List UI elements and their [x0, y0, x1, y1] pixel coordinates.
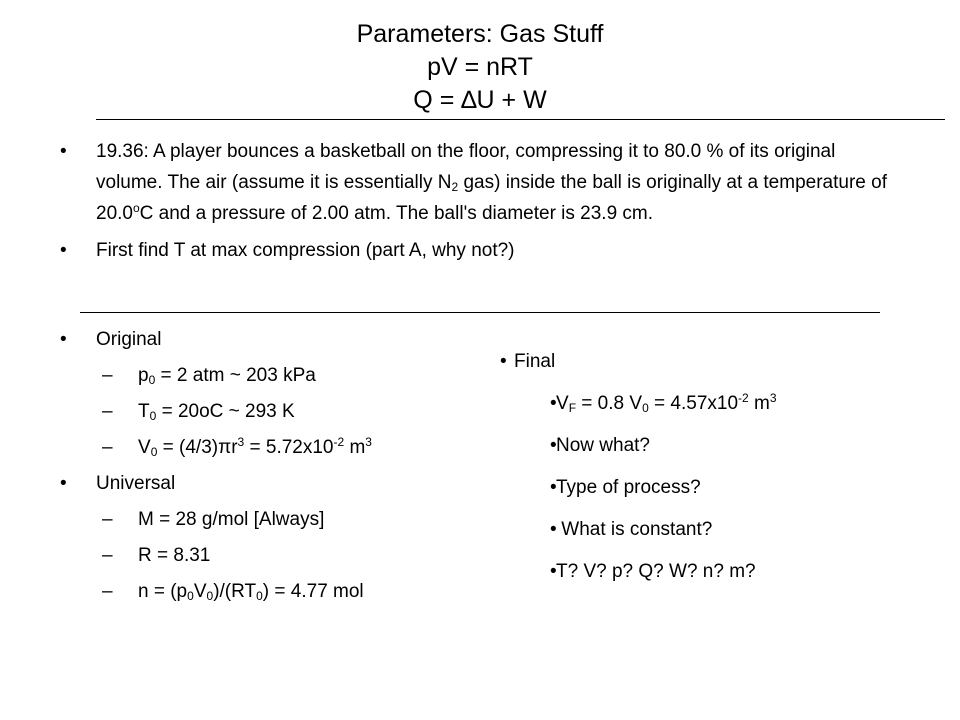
bullet-icon: •: [550, 435, 557, 456]
section-divider: [80, 312, 880, 313]
universal-m: – M = 28 g/mol [Always]: [60, 506, 480, 533]
bullet-icon: •: [500, 351, 507, 372]
right-column: [500, 350, 777, 584]
dash-icon: –: [102, 581, 113, 602]
left-column: [60, 326, 480, 614]
bullet-icon: •: [60, 141, 67, 162]
pi-symbol: π: [218, 437, 232, 458]
title-divider: [96, 119, 945, 120]
dash-icon: –: [102, 437, 113, 458]
original-t0: – $T_0 = 20oC$ ~ 293 K: [60, 398, 480, 425]
bullet-icon: •: [550, 561, 557, 582]
slide-title: [0, 18, 960, 117]
original-heading: • Original: [60, 326, 480, 353]
dash-icon: –: [102, 401, 113, 422]
bullet-icon: •: [550, 519, 557, 540]
final-vf: • $V_F = 0.8$ $V_0 = 4.57x10^{-2}$ $m^3$: [550, 391, 777, 415]
final-now-what: • Now what?: [550, 435, 650, 456]
first-find-bullet: • First find T at max compression (part A, why not?): [60, 235, 890, 266]
title-line-3: Q = ∆U + W: [413, 86, 547, 114]
universal-n: – $n = (p_0V_0)/(RT_0) = 4.77$ mol: [60, 578, 480, 605]
bullet-icon: •: [550, 477, 557, 498]
dash-icon: –: [102, 509, 113, 530]
delta-symbol: ∆: [461, 86, 477, 114]
final-vars: • T? V? p? Q? W? n? m?: [550, 561, 756, 582]
final-heading: • Final: [500, 351, 556, 372]
original-v0: – $V_0 = (4/3)\pi r^3 = 5.72x10^{-2}$ $m^3$: [102, 435, 372, 459]
bullet-icon: •: [60, 473, 67, 494]
final-what-constant: • What is constant?: [550, 519, 713, 540]
title-line-1: Parameters: Gas Stuff: [356, 20, 604, 48]
problem-section: [60, 136, 890, 266]
bullet-icon: •: [60, 329, 67, 350]
dash-icon: –: [102, 545, 113, 566]
universal-r: – R = 8.31: [60, 542, 480, 569]
title-line-2: pV = nRT: [427, 53, 533, 81]
problem-bullet: • 19.36: A player bounces a basketball on the floor, compressing it to 80.0 % of its original volume. The air (assume it is essentially $N_2$ gas) inside the ball is originally at a temperature of 20.0$^o$C and a pressure of 2.00 atm. The ball's diameter is 23.9 cm.: [60, 136, 890, 229]
bullet-icon: •: [60, 240, 67, 261]
final-type-process: • Type of process?: [550, 477, 701, 498]
bullet-icon: •: [550, 393, 557, 414]
original-p0: – $p_0 = 2$ atm ~ 203 kPa: [60, 362, 480, 389]
dash-icon: –: [102, 365, 113, 386]
universal-heading: • Universal: [60, 470, 480, 497]
